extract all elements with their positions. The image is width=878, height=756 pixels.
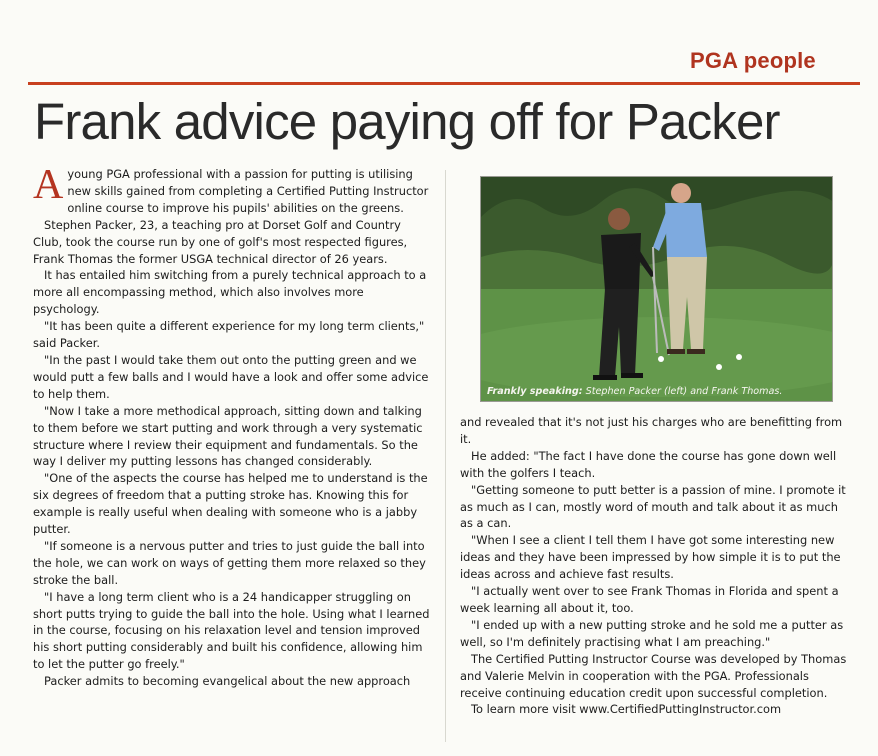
lede-text: young PGA professional with a passion for putting is utilising new skills gained from completing a Certified Putting Instructor online course to improve his pupils' abilities on the greens. (67, 167, 429, 215)
paragraph: "In the past I would take them out onto the putting green and we would putt a few balls and I would have a look and offer some advice to help them. (33, 352, 429, 401)
lede-paragraph (33, 162, 433, 217)
paragraph: The Certified Putting Instructor Course was developed by Thomas and Valerie Melvin in cooperation with the PGA. Professionals receive continuing education credit upon successful completion. (460, 651, 847, 700)
paragraph: He added: "The fact I have done the course has gone down well with the golfers I teach. (460, 448, 837, 480)
paragraph: "I actually went over to see Frank Thomas in Florida and spent a week learning all about it, too. (460, 584, 839, 615)
caption-text: Stephen Packer (left) and Frank Thomas. (585, 386, 783, 397)
paragraph: It has entailed him switching from a purely technical approach to a more all encompassing method, which also involves more psychology. (33, 268, 427, 317)
paragraph: "When I see a client I tell them I have got some interesting new ideas and they have been impressed by how simple it is to put the ideas across and achieve fast results. (460, 533, 841, 582)
paragraph: Packer admits to becoming evangelical about the new approach (44, 674, 411, 689)
column-divider (445, 170, 446, 742)
golf-photo-illustration (481, 177, 833, 402)
paragraph: "It has been quite a different experience for my long term clients," said Packer. (33, 319, 425, 351)
headline: Frank advice paying off for Packer (34, 93, 780, 150)
article-photo (480, 176, 833, 402)
paragraph: and revealed that it's not just his charges who are benefitting from it. (460, 415, 843, 446)
section-tag: PGA people (690, 48, 816, 73)
paragraph: Stephen Packer, 23, a teaching pro at Dorset Golf and Country Club, took the course run by one of golf's most respected figures, Frank Thomas the former USGA technical director of 26 years. (33, 217, 408, 266)
paragraph: "One of the aspects the course has helped me to understand is the six degrees of freedom that a putting stroke has. Knowing this for example is really useful when dealing with someone who is a jabby putter. (33, 471, 428, 537)
article-column-left (33, 162, 433, 690)
photo-caption (487, 386, 782, 397)
drop-cap: A (33, 162, 64, 208)
caption-lead: Frankly speaking: (487, 386, 583, 397)
website-line: To learn more visit www.CertifiedPuttingInstructor.com (471, 702, 782, 717)
paragraph: "If someone is a nervous putter and tries to just guide the ball into the hole, we can work on ways of getting them more relaxed so they stroke the ball. (33, 538, 426, 587)
paragraph: "Now I take a more methodical approach, sitting down and talking to them before we start putting and work through a very systematic structure where I review their equipment and fundamentals. So the way I deliver my putting lessons has changed considerably. (33, 403, 423, 469)
paragraph: "Getting someone to putt better is a passion of mine. I promote it as much as I can, mostly word of mouth and talk about it as much as a can. (460, 482, 846, 531)
paragraph: "I have a long term client who is a 24 handicapper struggling on short putts trying to guide the ball into the hole. Using what I learned in the course, focusing on his relaxation level and tension improved his short putting considerably and built his confidence, allowing him to let the putter go freely." (33, 589, 430, 672)
paragraph: "I ended up with a new putting stroke and he sold me a putter as well, so I'm definitely practising what I am preaching." (460, 617, 844, 649)
header-rule (28, 82, 860, 85)
article-column-right (460, 414, 850, 718)
